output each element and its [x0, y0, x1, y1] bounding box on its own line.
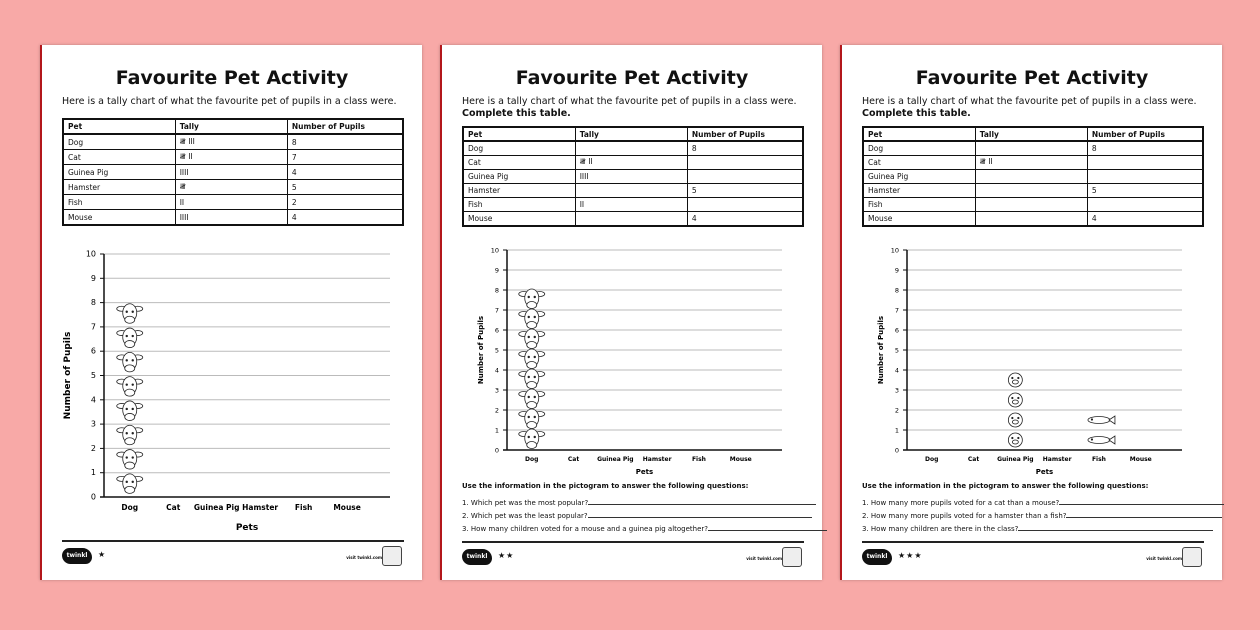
- y-tick-label: 1: [90, 468, 96, 478]
- count-cell: 8: [1087, 141, 1203, 156]
- count-cell: 5: [287, 180, 403, 195]
- x-category-label: Fish: [294, 503, 313, 512]
- question-text: 2. How many more pupils voted for a hamster than a fish?: [862, 512, 1067, 520]
- count-cell: 2: [287, 195, 403, 210]
- y-tick-label: 2: [90, 443, 96, 453]
- y-tick-label: 3: [894, 386, 899, 395]
- x-category-label: Mouse: [1129, 456, 1152, 463]
- answer-line[interactable]: [588, 510, 813, 518]
- x-category-label: Mouse: [729, 456, 752, 463]
- column-header: Pet: [63, 119, 175, 134]
- pet-cell: Guinea Pig: [63, 165, 175, 180]
- pet-cell: Guinea Pig: [863, 170, 975, 184]
- pet-cell: Mouse: [63, 210, 175, 226]
- instructions: Here is a tally chart of what the favourite pet of pupils in a class were.: [862, 96, 1197, 107]
- pet-cell: Dog: [863, 141, 975, 156]
- tally-cell: IIII: [175, 210, 287, 226]
- y-tick-label: 0: [494, 446, 499, 455]
- x-axis-title: Pets: [1035, 468, 1054, 476]
- dog-icon: [519, 329, 545, 349]
- y-tick-label: 0: [894, 446, 899, 455]
- y-tick-label: 4: [90, 395, 96, 405]
- guinea-pig-icon: [1008, 433, 1022, 447]
- x-category-label: Dog: [925, 456, 939, 463]
- y-tick-label: 0: [90, 492, 96, 502]
- y-tick-label: 6: [894, 326, 899, 335]
- dog-icon: [117, 328, 143, 348]
- y-tick-label: 4: [894, 366, 899, 375]
- x-category-label: Mouse: [333, 503, 361, 512]
- question: [462, 510, 812, 520]
- worksheet-page-1: [40, 45, 422, 580]
- tally-cell: IIII: [175, 165, 287, 180]
- page-title: Favourite Pet Activity: [515, 67, 749, 89]
- x-category-label: Dog: [525, 456, 539, 463]
- y-axis-title: Number of Pupils: [477, 315, 485, 385]
- dog-icon: [519, 429, 545, 449]
- difficulty-stars: ★: [98, 550, 107, 559]
- tally-cell: 𝍸 II: [175, 150, 287, 165]
- y-tick-label: 9: [494, 266, 499, 275]
- x-category-label: Cat: [967, 456, 980, 463]
- fish-icon: [1088, 416, 1115, 424]
- y-tick-label: 5: [494, 346, 499, 355]
- dog-icon: [117, 450, 143, 470]
- column-header: Tally: [975, 127, 1087, 141]
- pet-cell: Fish: [863, 198, 975, 212]
- count-cell: 4: [287, 210, 403, 226]
- pet-cell: Guinea Pig: [463, 170, 575, 184]
- instructions: Here is a tally chart of what the favourite pet of pupils in a class were.: [462, 96, 797, 107]
- answer-line[interactable]: [1059, 497, 1224, 505]
- x-category-label: Hamster: [642, 456, 672, 463]
- worksheet-page-3: [840, 45, 1222, 580]
- page-title: Favourite Pet Activity: [115, 67, 349, 89]
- dog-icon: [117, 377, 143, 397]
- pet-cell: Fish: [463, 198, 575, 212]
- y-tick-label: 5: [894, 346, 899, 355]
- answer-line[interactable]: [588, 497, 816, 505]
- dog-icon: [117, 304, 143, 324]
- tally-cell: II: [575, 198, 687, 212]
- pictogram-column-dog: [117, 304, 143, 494]
- answer-line[interactable]: [1018, 523, 1213, 531]
- x-category-label: Hamster: [242, 503, 279, 512]
- y-tick-label: 8: [894, 286, 899, 295]
- question-text: 3. How many children voted for a mouse and a guinea pig altogether?: [462, 525, 708, 533]
- difficulty-stars: ★★: [498, 551, 515, 560]
- dog-icon: [519, 289, 545, 309]
- guinea-pig-icon: [1008, 413, 1022, 427]
- y-tick-label: 5: [90, 371, 96, 380]
- guinea-pig-icon: [1008, 373, 1022, 387]
- dog-icon: [519, 389, 545, 409]
- question-text: 1. How many more pupils voted for a cat than a mouse?: [862, 499, 1060, 507]
- answer-line[interactable]: [1066, 510, 1221, 518]
- pictogram-chart: [42, 45, 422, 580]
- count-cell: 5: [1087, 184, 1203, 198]
- twinkl-logo: twinkl: [462, 549, 492, 565]
- y-tick-label: 1: [494, 426, 499, 435]
- y-tick-label: 8: [494, 286, 499, 295]
- questions-intro: Use the information in the pictogram to answer the following questions:: [862, 482, 1149, 490]
- y-tick-label: 9: [894, 266, 899, 275]
- footer-divider: [62, 540, 404, 542]
- pictogram-column-dog: [519, 289, 545, 449]
- column-header: Tally: [575, 127, 687, 141]
- y-axis-title: Number of Pupils: [63, 331, 73, 420]
- instructions-complete-table: Complete this table.: [862, 108, 971, 119]
- pet-cell: Mouse: [863, 212, 975, 227]
- count-cell: 4: [287, 165, 403, 180]
- y-tick-label: 10: [490, 246, 499, 255]
- x-category-label: Cat: [567, 456, 580, 463]
- column-header: Pet: [463, 127, 575, 141]
- y-tick-label: 6: [494, 326, 499, 335]
- x-axis-title: Pets: [635, 468, 654, 476]
- question-text: 2. Which pet was the least popular?: [462, 512, 588, 520]
- worksheet-page-2: [440, 45, 822, 580]
- pet-cell: Dog: [463, 141, 575, 156]
- dog-icon: [117, 425, 143, 445]
- pet-cell: Dog: [63, 134, 175, 150]
- pet-cell: Cat: [463, 156, 575, 170]
- y-tick-label: 2: [894, 406, 899, 415]
- column-header: Number of Pupils: [1087, 127, 1203, 141]
- y-axis-title: Number of Pupils: [877, 315, 885, 385]
- y-tick-label: 10: [85, 249, 96, 259]
- dog-icon: [519, 409, 545, 429]
- column-header: Tally: [175, 119, 287, 134]
- count-cell: 7: [287, 150, 403, 165]
- dog-icon: [519, 369, 545, 389]
- x-category-label: Fish: [1091, 456, 1106, 463]
- x-category-label: Guinea Pig: [597, 456, 634, 463]
- checked-badge-icon: [1182, 547, 1202, 567]
- checked-badge-icon: [382, 546, 402, 566]
- instructions-complete-table: Complete this table.: [462, 108, 571, 119]
- page-title: Favourite Pet Activity: [915, 67, 1149, 89]
- tally-cell: 𝍸 II: [575, 156, 687, 170]
- y-tick-label: 3: [494, 386, 499, 395]
- dog-icon: [117, 352, 143, 372]
- question: [462, 523, 827, 533]
- count-cell: 8: [687, 141, 803, 156]
- visit-link: visit twinkl.com: [1146, 556, 1182, 561]
- y-tick-label: 1: [894, 426, 899, 435]
- column-header: Pet: [863, 127, 975, 141]
- checked-badge-icon: [782, 547, 802, 567]
- footer-divider: [862, 541, 1204, 543]
- visit-link: visit twinkl.com: [746, 556, 782, 561]
- y-tick-label: 9: [90, 273, 96, 283]
- dog-icon: [519, 349, 545, 369]
- y-tick-label: 7: [90, 322, 96, 332]
- instructions: Here is a tally chart of what the favourite pet of pupils in a class were.: [62, 96, 397, 107]
- difficulty-stars: ★★★: [898, 551, 923, 560]
- footer-divider: [462, 541, 804, 543]
- y-tick-label: 10: [890, 246, 899, 255]
- question: [862, 523, 1213, 533]
- twinkl-logo: twinkl: [62, 548, 92, 564]
- question-text: 1. Which pet was the most popular?: [462, 499, 589, 507]
- pet-cell: Cat: [63, 150, 175, 165]
- y-tick-label: 6: [90, 346, 96, 356]
- questions-intro: Use the information in the pictogram to answer the following questions:: [462, 482, 749, 490]
- count-cell: 4: [1087, 212, 1203, 227]
- x-category-label: Guinea Pig: [193, 503, 240, 512]
- pet-cell: Hamster: [63, 180, 175, 195]
- tally-cell: II: [175, 195, 287, 210]
- y-tick-label: 8: [90, 298, 96, 308]
- tally-cell: IIII: [575, 170, 687, 184]
- question: [862, 497, 1224, 507]
- dog-icon: [519, 309, 545, 329]
- y-tick-label: 2: [494, 406, 499, 415]
- pet-cell: Hamster: [863, 184, 975, 198]
- fish-icon: [1088, 436, 1115, 444]
- count-cell: 4: [687, 212, 803, 227]
- dog-icon: [117, 474, 143, 494]
- y-tick-label: 7: [894, 306, 899, 315]
- tally-cell: 𝍸 II: [975, 156, 1087, 170]
- y-tick-label: 4: [494, 366, 499, 375]
- visit-link: visit twinkl.com: [346, 555, 382, 560]
- x-category-label: Hamster: [1042, 456, 1072, 463]
- count-cell: 8: [287, 134, 403, 150]
- y-tick-label: 7: [494, 306, 499, 315]
- question: [462, 497, 816, 507]
- y-tick-label: 3: [90, 419, 96, 429]
- answer-line[interactable]: [708, 523, 827, 531]
- x-category-label: Dog: [121, 503, 139, 512]
- x-category-label: Cat: [166, 503, 181, 512]
- dog-icon: [117, 401, 143, 421]
- twinkl-logo: twinkl: [862, 549, 892, 565]
- pet-cell: Fish: [63, 195, 175, 210]
- pet-cell: Mouse: [463, 212, 575, 227]
- question-text: 3. How many children are there in the class?: [862, 525, 1019, 533]
- pet-cell: Hamster: [463, 184, 575, 198]
- tally-cell: 𝍸: [175, 180, 287, 195]
- tally-cell: 𝍸 III: [175, 134, 287, 150]
- column-header: Number of Pupils: [287, 119, 403, 134]
- question: [862, 510, 1222, 520]
- x-category-label: Guinea Pig: [997, 456, 1034, 463]
- count-cell: 5: [687, 184, 803, 198]
- column-header: Number of Pupils: [687, 127, 803, 141]
- x-axis-title: Pets: [235, 523, 259, 533]
- x-category-label: Fish: [691, 456, 706, 463]
- pet-cell: Cat: [863, 156, 975, 170]
- guinea-pig-icon: [1008, 393, 1022, 407]
